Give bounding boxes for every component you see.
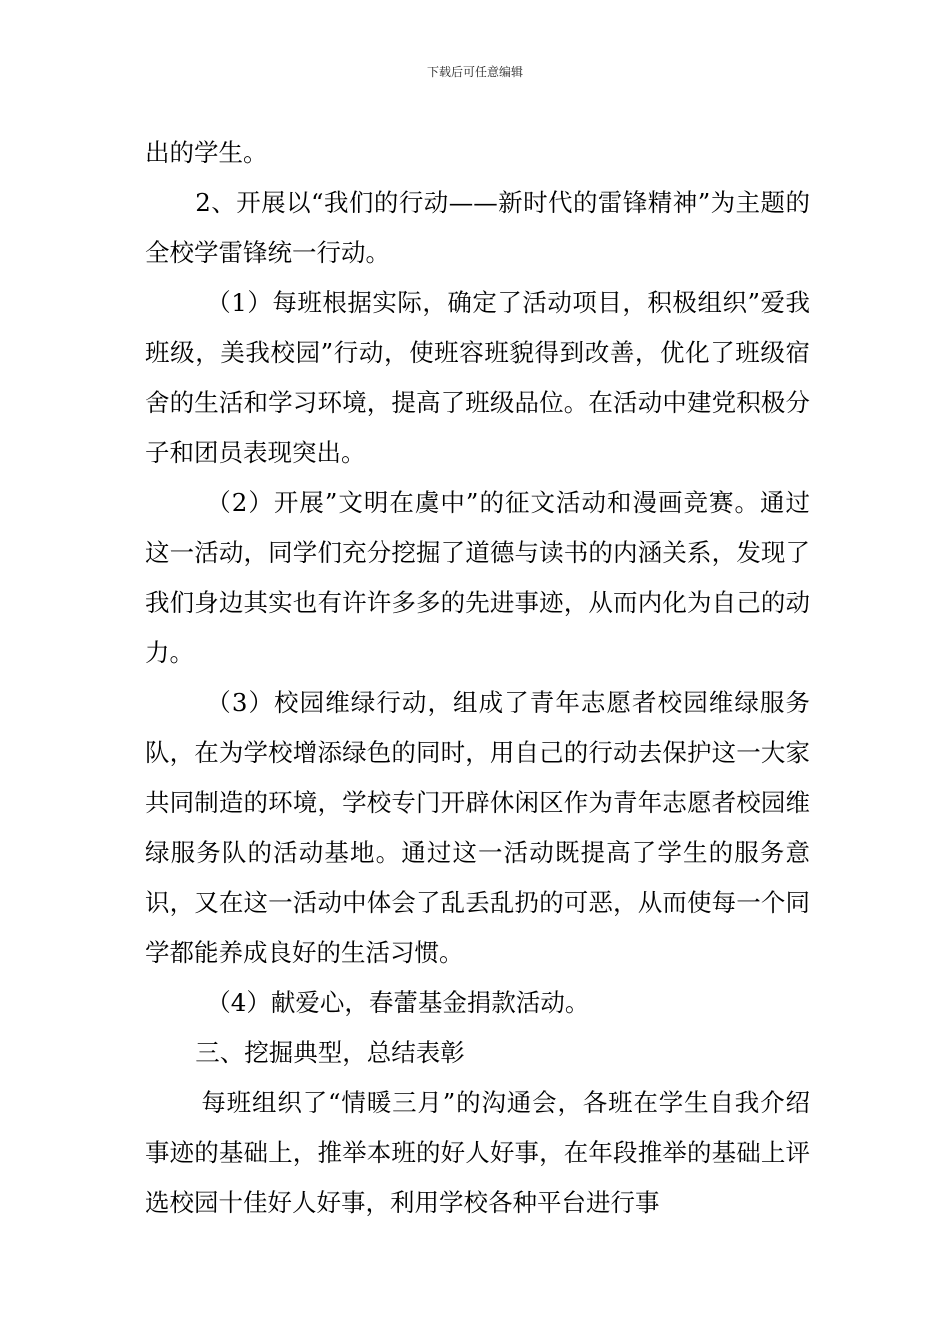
paragraph-item-2: 2、开展以“我们的行动——新时代的雷锋精神”为主题的全校学雷锋统一行动。 [145, 188, 810, 267]
paragraph-continuation: 出的学生。 [145, 138, 268, 167]
paragraph-subitem-1: （1）每班根据实际，确定了活动项目，积极组织”爱我班级，美我校园”行动，使班容班貌得到改善，优化了班级宿舍的生活和学习环境，提高了班级品位。在活动中建党积极分子和团员表现突出。 [145, 288, 810, 467]
document-body [145, 128, 810, 1228]
paragraph-section-3-body: 每班组织了“情暖三月”的沟通会，各班在学生自我介绍事迹的基础上，推举本班的好人好事，在年段推举的基础上评选校园十佳好人好事，利用学校各种平台进行事 [145, 1088, 810, 1217]
page-header: 下载后可任意编辑 [426, 65, 523, 79]
paragraph-subitem-3: （3）校园维绿行动，组成了青年志愿者校园维绿服务队，在为学校增添绿色的同时，用自己的行动去保护这一大家共同制造的环境，学校专门开辟休闲区作为青年志愿者校园维绿服务队的活动基地。通过这一活动既提高了学生的服务意识，又在这一活动中体会了乱丢乱扔的可恶，从而使每一个同学都能养成良好的生活习惯。 [145, 688, 810, 967]
paragraph-subitem-2: （2）开展”文明在虞中”的征文活动和漫画竞赛。通过这一活动，同学们充分挖掘了道德与读书的内涵关系，发现了我们身边其实也有许许多多的先进事迹，从而内化为自己的动力。 [145, 488, 810, 667]
paragraph-subitem-4: （4）献爱心，春蕾基金捐款活动。 [206, 988, 590, 1017]
section-heading-3: 三、挖掘典型，总结表彰 [195, 1038, 465, 1067]
